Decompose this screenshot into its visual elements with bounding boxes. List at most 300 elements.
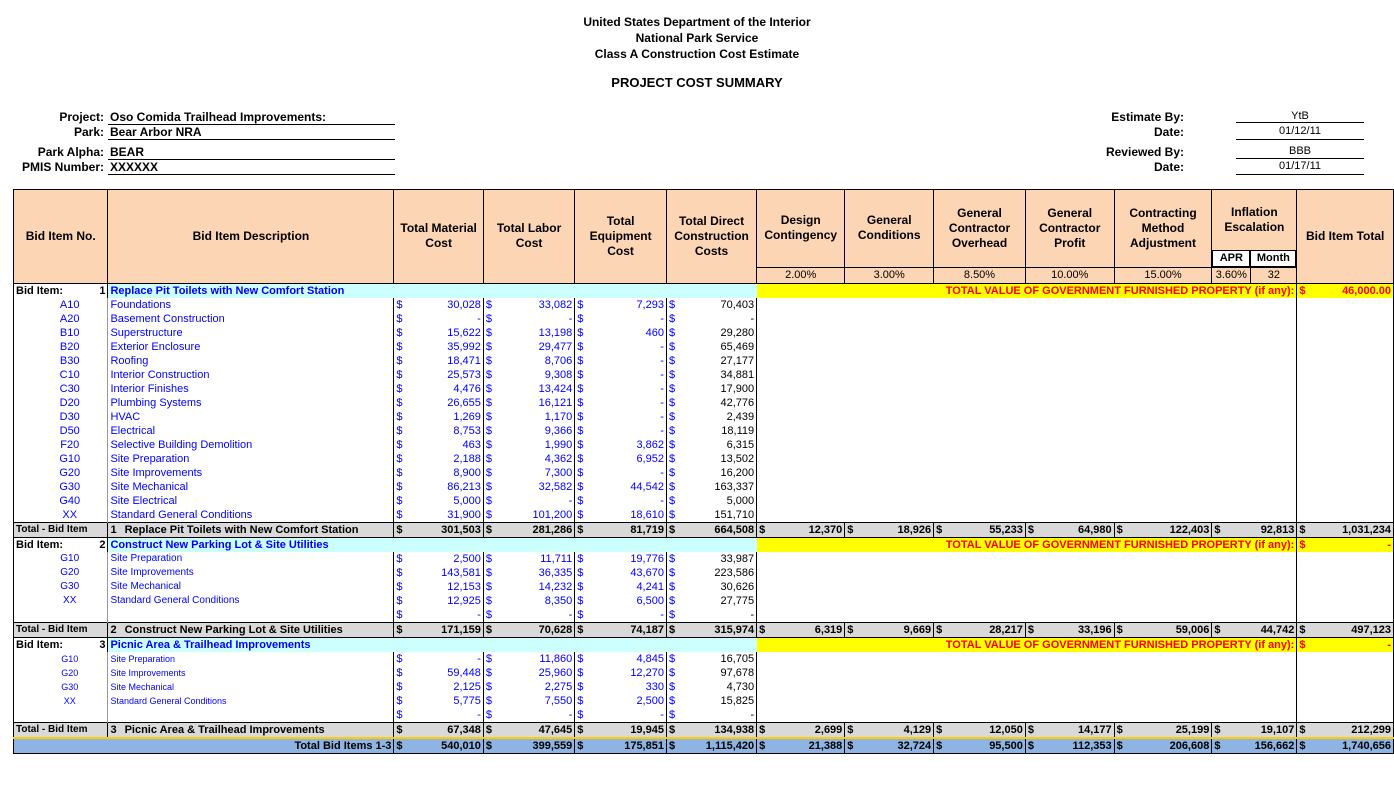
line-item-value[interactable]: 14,232	[538, 580, 573, 593]
line-item-value[interactable]: 6,500	[636, 594, 664, 607]
line-item-value[interactable]: 25,573	[447, 368, 481, 381]
line-item-dollar: $	[394, 466, 406, 480]
line-item-description[interactable]: Basement Construction	[108, 312, 394, 326]
line-item-value[interactable]: 33,082	[538, 298, 573, 311]
grand-total-value[interactable]: 540,010	[406, 738, 483, 754]
line-item-total-blank	[1297, 368, 1394, 382]
month-value: 32	[1267, 268, 1280, 281]
total-value[interactable]: 212,299	[1309, 722, 1393, 738]
line-item-dollar: $	[575, 452, 587, 466]
line-item-value[interactable]: -	[660, 424, 664, 437]
line-item-blank	[757, 708, 1297, 723]
section-cyan-fill	[394, 637, 757, 652]
line-item-value[interactable]: 143,581	[441, 566, 481, 579]
line-item-blank	[757, 694, 1297, 708]
bid-item-title[interactable]: Construct New Parking Lot & Site Utilities	[108, 537, 394, 552]
line-item-value[interactable]: 31,900	[447, 508, 481, 521]
bid-item-number: 2	[99, 538, 106, 551]
total-value[interactable]: 4,129	[857, 722, 933, 738]
line-item-dollar: $	[575, 508, 587, 523]
line-item-value[interactable]: 4,241	[636, 580, 664, 593]
total-value[interactable]: 12,050	[946, 722, 1025, 738]
line-item-description[interactable]: Site Improvements	[108, 566, 394, 580]
line-item-dollar: $	[483, 594, 495, 608]
line-item-dollar: $	[483, 694, 495, 708]
line-item-description[interactable]: Site Improvements	[108, 666, 394, 680]
line-item-dollar: $	[666, 382, 678, 396]
bid-item-total-row	[14, 722, 1394, 738]
line-item-row	[14, 708, 1394, 723]
total-value[interactable]: 55,233	[946, 522, 1025, 537]
line-item-value[interactable]: 101,200	[532, 508, 573, 521]
line-item-total-blank	[1297, 494, 1394, 508]
line-item-total-blank	[1297, 594, 1394, 608]
line-item-description[interactable]: Site Mechanical	[108, 480, 394, 494]
total-dollar: $	[845, 722, 857, 738]
total-value[interactable]: 81,719	[587, 522, 666, 537]
line-item-dollar: $	[483, 708, 495, 723]
total-value[interactable]: 64,980	[1038, 522, 1114, 537]
grand-total-value[interactable]: 112,353	[1038, 738, 1114, 754]
total-value[interactable]: 74,187	[587, 622, 666, 637]
line-item-value[interactable]: 151,710	[714, 508, 755, 521]
park-value[interactable]: Bear Arbor NRA	[110, 125, 202, 139]
line-item-value[interactable]: -	[660, 396, 664, 409]
line-item-value[interactable]: 2,500	[636, 694, 664, 707]
line-item-blank	[757, 680, 1297, 694]
line-item-blank	[757, 594, 1297, 608]
line-item-value[interactable]: 97,678	[720, 666, 755, 679]
line-item-value[interactable]: 5,000	[453, 494, 481, 507]
line-item-description[interactable]: Foundations	[108, 298, 394, 312]
line-item-value[interactable]: 36,335	[538, 566, 573, 579]
line-item-value[interactable]: 2,275	[544, 680, 573, 693]
line-item-value[interactable]: 9,366	[544, 424, 573, 437]
pmis-value[interactable]: XXXXXX	[110, 160, 159, 174]
bid-item-total-row	[14, 622, 1394, 637]
line-item-description[interactable]	[108, 608, 394, 623]
line-item-value[interactable]: -	[568, 494, 573, 507]
line-item-value[interactable]: -	[568, 608, 573, 621]
line-item-dollar: $	[575, 480, 587, 494]
line-item-value[interactable]: -	[477, 608, 481, 621]
col-direct: Total Direct Construction Costs	[666, 190, 756, 284]
line-item-value[interactable]: 6,952	[636, 452, 664, 465]
grand-total-value[interactable]: 399,559	[496, 738, 575, 754]
line-item-value[interactable]: 463	[462, 438, 481, 451]
line-item-description[interactable]: Exterior Enclosure	[108, 340, 394, 354]
col-equipment: Total Equipment Cost	[575, 190, 667, 284]
line-item-value[interactable]: 4,362	[544, 452, 573, 465]
col-overhead: General Contractor Overhead	[934, 190, 1026, 268]
line-item-blank	[757, 424, 1297, 438]
line-item-value[interactable]: 16,200	[720, 466, 755, 479]
line-item-value[interactable]: 86,213	[447, 480, 481, 493]
total-value[interactable]: 25,199	[1127, 722, 1212, 738]
line-item-value[interactable]: 29,280	[720, 326, 755, 339]
total-value[interactable]: 70,628	[496, 622, 575, 637]
agency-title: National Park Service	[635, 31, 759, 45]
total-value[interactable]: 18,926	[857, 522, 933, 537]
line-item-row	[14, 452, 1394, 466]
line-item-total-blank	[1297, 298, 1394, 312]
line-item-code: D30	[14, 410, 108, 424]
line-item-value[interactable]: -	[660, 608, 664, 621]
line-item-value[interactable]: 4,730	[726, 680, 755, 693]
line-item-value[interactable]: -	[477, 708, 481, 721]
line-item-dollar: $	[666, 410, 678, 424]
line-item-value[interactable]: 163,337	[714, 480, 755, 493]
line-item-value[interactable]: -	[660, 368, 664, 381]
line-item-value[interactable]: 11,711	[540, 552, 573, 565]
line-item-value[interactable]: 12,270	[630, 666, 664, 679]
line-item-dollar: $	[483, 666, 495, 680]
line-item-description[interactable]: Site Preparation	[108, 552, 394, 566]
line-item-value[interactable]: 460	[645, 326, 664, 339]
line-item-value[interactable]: 27,775	[720, 594, 755, 607]
total-value[interactable]: 47,645	[496, 722, 575, 738]
profit-pct: 10.00%	[1025, 267, 1114, 283]
line-item-row	[14, 312, 1394, 326]
line-item-value[interactable]: 43,670	[630, 566, 664, 579]
col-apr: APR	[1212, 250, 1250, 267]
line-item-value[interactable]: 2,125	[453, 680, 481, 693]
grand-total-dollar: $	[1297, 738, 1309, 754]
line-item-value[interactable]: 4,476	[453, 382, 481, 395]
line-item-dollar: $	[666, 694, 678, 708]
line-item-total-blank	[1297, 452, 1394, 466]
line-item-value[interactable]: 35,992	[447, 340, 481, 353]
line-item-value[interactable]: 330	[645, 680, 664, 693]
line-item-value[interactable]: 12,153	[447, 580, 481, 593]
line-item-description[interactable]: Superstructure	[108, 326, 394, 340]
line-item-value[interactable]: 7,550	[544, 694, 573, 707]
line-item-dollar: $	[394, 566, 406, 580]
line-item-dollar: $	[575, 552, 587, 566]
total-value[interactable]: 9,669	[857, 622, 933, 637]
bid-item-label	[14, 283, 108, 298]
bid-item-title[interactable]: Picnic Area & Trailhead Improvements	[108, 637, 394, 652]
line-item-row	[14, 410, 1394, 424]
line-item-description[interactable]: Site Preparation	[108, 652, 394, 666]
total-value[interactable]: 122,403	[1127, 522, 1212, 537]
review-date-underline	[1236, 174, 1364, 175]
total-dollar: $	[845, 622, 857, 637]
line-item-blank	[757, 382, 1297, 396]
line-item-value[interactable]: 65,469	[720, 340, 755, 353]
line-item-value[interactable]: 1,269	[453, 410, 481, 423]
total-dollar: $	[394, 622, 406, 637]
total-value[interactable]: 12,370	[769, 522, 845, 537]
line-item-description[interactable]: Site Mechanical	[108, 580, 394, 594]
gfp-value[interactable]: -	[1309, 537, 1393, 552]
line-item-value[interactable]: 1,170	[544, 410, 573, 423]
line-item-value[interactable]: 30,028	[447, 298, 481, 311]
line-item-value[interactable]: 5,000	[726, 494, 755, 507]
line-item-dollar: $	[394, 382, 406, 396]
total-value[interactable]: 664,508	[679, 522, 757, 537]
line-item-value[interactable]: 13,198	[538, 326, 573, 339]
total-dollar: $	[934, 622, 946, 637]
line-item-description[interactable]: Selective Building Demolition	[108, 438, 394, 452]
line-item-value[interactable]: 18,119	[721, 424, 755, 437]
total-value[interactable]: 14,177	[1038, 722, 1114, 738]
review-date-value[interactable]: 01/17/11	[1278, 160, 1321, 172]
line-item-value[interactable]: 59,448	[447, 666, 481, 679]
line-item-total-blank	[1297, 580, 1394, 594]
line-item-value[interactable]: 8,900	[453, 466, 481, 479]
line-item-total-blank	[1297, 680, 1394, 694]
line-item-code: B10	[14, 326, 108, 340]
line-item-dollar: $	[394, 480, 406, 494]
line-item-description[interactable]: HVAC	[108, 410, 394, 424]
line-item-value[interactable]: -	[750, 708, 755, 721]
line-item-value[interactable]: 18,471	[447, 354, 481, 367]
line-item-description[interactable]	[108, 708, 394, 723]
line-item-description[interactable]: Standard General Conditions	[108, 508, 394, 523]
line-item-value[interactable]: 9,308	[544, 368, 573, 381]
line-item-description[interactable]: Plumbing Systems	[108, 396, 394, 410]
estimate-date-value[interactable]: 01/12/11	[1278, 125, 1321, 137]
line-item-description[interactable]: Site Improvements	[108, 466, 394, 480]
line-item-total-blank	[1297, 608, 1394, 623]
total-value[interactable]: 59,006	[1127, 622, 1212, 637]
line-item-value[interactable]: -	[660, 382, 664, 395]
line-item-description[interactable]: Site Preparation	[108, 452, 394, 466]
line-item-description[interactable]: Standard General Conditions	[108, 594, 394, 608]
line-item-row	[14, 466, 1394, 480]
line-item-value[interactable]: -	[750, 608, 755, 621]
line-item-value[interactable]: 8,350	[544, 594, 573, 607]
line-item-value[interactable]: 13,502	[720, 452, 755, 465]
grand-total-dollar: $	[934, 738, 946, 754]
cost-table-body	[14, 283, 1394, 753]
line-item-code: G30	[14, 580, 108, 594]
line-item-value[interactable]: -	[660, 708, 664, 721]
line-item-value[interactable]: 7,293	[636, 298, 664, 311]
line-item-dollar: $	[666, 326, 678, 340]
line-item-value[interactable]: 2,439	[726, 410, 755, 423]
line-item-value[interactable]: -	[660, 466, 664, 479]
total-value[interactable]: 134,938	[679, 722, 757, 738]
line-item-value[interactable]: 223,586	[714, 566, 755, 579]
line-item-blank	[757, 326, 1297, 340]
line-item-value[interactable]: 7,300	[544, 466, 573, 479]
line-item-dollar: $	[394, 312, 406, 326]
grand-total-value[interactable]: 1,740,656	[1309, 738, 1393, 754]
line-item-value[interactable]: -	[660, 354, 664, 367]
line-item-code: G20	[14, 466, 108, 480]
grand-total-value[interactable]: 1,115,420	[679, 738, 757, 754]
line-item-dollar: $	[394, 680, 406, 694]
estimate-by-value[interactable]: YtB	[1291, 110, 1309, 122]
line-item-value[interactable]: 34,881	[720, 368, 755, 381]
bid-item-label	[14, 537, 108, 552]
bid-item-label	[14, 637, 108, 652]
total-dollar: $	[483, 522, 495, 537]
line-item-dollar: $	[666, 396, 678, 410]
line-item-description[interactable]: Roofing	[108, 354, 394, 368]
line-item-value[interactable]: 70,403	[720, 298, 755, 311]
total-value[interactable]: 67,348	[406, 722, 483, 738]
line-item-dollar: $	[575, 396, 587, 410]
line-item-code: B30	[14, 354, 108, 368]
line-item-value[interactable]: 4,845	[636, 652, 664, 665]
line-item-value[interactable]: 13,424	[538, 382, 573, 395]
line-item-value[interactable]: 12,925	[447, 594, 481, 607]
line-item-description[interactable]: Standard General Conditions	[108, 694, 394, 708]
line-item-value[interactable]: 26,655	[447, 396, 481, 409]
line-item-value[interactable]: -	[750, 312, 755, 325]
line-item-dollar: $	[666, 608, 678, 623]
line-item-value[interactable]: 2,500	[453, 552, 481, 565]
line-item-blank	[757, 312, 1297, 326]
total-dollar: $	[757, 622, 769, 637]
line-item-dollar: $	[394, 608, 406, 623]
line-item-dollar: $	[483, 480, 495, 494]
line-item-value[interactable]: -	[660, 312, 664, 325]
line-item-value[interactable]: -	[568, 708, 573, 721]
col-design: Design Contingency	[757, 190, 845, 268]
col-description: Bid Item Description	[108, 190, 394, 284]
total-value[interactable]: 6,319	[769, 622, 845, 637]
line-item-value[interactable]: 18,610	[630, 508, 664, 521]
line-item-code: G10	[14, 452, 108, 466]
grand-total-row	[14, 738, 1394, 754]
line-item-dollar: $	[483, 452, 495, 466]
line-item-value[interactable]: 16,121	[538, 396, 573, 409]
line-item-dollar: $	[666, 438, 678, 452]
line-item-dollar: $	[483, 566, 495, 580]
pmis-underline	[108, 174, 395, 175]
total-dollar: $	[1212, 622, 1225, 637]
grand-total-dollar: $	[1025, 738, 1037, 754]
line-item-value[interactable]: -	[660, 410, 664, 423]
total-value[interactable]: 33,196	[1038, 622, 1114, 637]
line-item-dollar: $	[575, 594, 587, 608]
col-method: Contracting Method Adjustment	[1114, 190, 1212, 268]
line-item-dollar: $	[394, 410, 406, 424]
line-item-value[interactable]: -	[477, 652, 481, 665]
line-item-code	[14, 708, 108, 723]
total-value[interactable]: 44,742	[1224, 622, 1296, 637]
gfp-value[interactable]: -	[1309, 637, 1393, 652]
line-item-value[interactable]: 42,776	[720, 396, 755, 409]
line-item-value[interactable]: 8,753	[453, 424, 481, 437]
line-item-dollar: $	[394, 594, 406, 608]
line-item-row	[14, 552, 1394, 566]
line-item-value[interactable]: 15,825	[720, 694, 755, 707]
reviewed-by-value[interactable]: BBB	[1288, 145, 1311, 157]
line-item-value[interactable]: 44,542	[630, 480, 664, 493]
bid-item-number: 3	[99, 638, 106, 651]
line-item-value[interactable]: 11,860	[539, 652, 573, 665]
bid-item-title[interactable]: Replace Pit Toilets with New Comfort Station	[108, 283, 394, 298]
line-item-dollar: $	[666, 566, 678, 580]
total-value[interactable]: 28,217	[946, 622, 1025, 637]
line-item-value[interactable]: 16,705	[720, 652, 755, 665]
line-item-description[interactable]: Electrical	[108, 424, 394, 438]
line-item-value[interactable]: -	[660, 494, 664, 507]
line-item-description[interactable]: Interior Construction	[108, 368, 394, 382]
line-item-description[interactable]: Interior Finishes	[108, 382, 394, 396]
total-value[interactable]: 92,813	[1224, 522, 1296, 537]
line-item-description[interactable]: Site Mechanical	[108, 680, 394, 694]
line-item-value[interactable]: -	[477, 312, 481, 325]
total-dollar: $	[1297, 622, 1309, 637]
line-item-value[interactable]: 33,987	[720, 552, 755, 565]
total-value[interactable]: 2,699	[769, 722, 845, 738]
total-value[interactable]: 301,503	[406, 522, 483, 537]
line-item-blank	[757, 340, 1297, 354]
line-item-value[interactable]: 32,582	[538, 480, 573, 493]
line-item-row	[14, 666, 1394, 680]
grand-total-value[interactable]: 21,388	[769, 738, 845, 754]
total-dollar: $	[757, 722, 769, 738]
line-item-value[interactable]: -	[568, 312, 573, 325]
line-item-value[interactable]: 8,706	[544, 354, 573, 367]
line-item-value[interactable]: 25,960	[538, 666, 573, 679]
grand-total-value[interactable]: 206,608	[1127, 738, 1212, 754]
line-item-value[interactable]: 17,900	[720, 382, 755, 395]
line-item-value[interactable]: 15,622	[447, 326, 481, 339]
line-item-description[interactable]: Site Electrical	[108, 494, 394, 508]
col-profit: General Contractor Profit	[1025, 190, 1114, 268]
total-value[interactable]: 1,031,234	[1309, 522, 1393, 537]
park-alpha-value[interactable]: BEAR	[110, 145, 145, 159]
total-value[interactable]: 497,123	[1309, 622, 1393, 637]
line-item-row	[14, 480, 1394, 494]
line-item-dollar: $	[666, 552, 678, 566]
total-dollar: $	[394, 722, 406, 738]
total-value[interactable]: 19,107	[1224, 722, 1296, 738]
total-dollar: $	[1297, 722, 1309, 738]
total-bid-item-text: Total - Bid Item	[16, 523, 88, 535]
line-item-value[interactable]: 5,775	[453, 694, 481, 707]
line-item-dollar: $	[483, 608, 495, 623]
total-value[interactable]: 281,286	[496, 522, 575, 537]
line-item-row	[14, 608, 1394, 623]
line-item-value[interactable]: 19,776	[630, 552, 664, 565]
grand-total-value[interactable]: 95,500	[946, 738, 1025, 754]
grand-total-value[interactable]: 32,724	[857, 738, 933, 754]
project-value[interactable]: Oso Comida Trailhead Improvements:	[110, 110, 327, 124]
line-item-dollar: $	[483, 298, 495, 312]
grand-total-value[interactable]: 175,851	[587, 738, 666, 754]
line-item-value[interactable]: 30,626	[720, 580, 755, 593]
line-item-dollar: $	[575, 580, 587, 594]
line-item-dollar: $	[575, 438, 587, 452]
estimate-class: Class A Construction Cost Estimate	[594, 47, 800, 61]
total-value[interactable]: 171,159	[406, 622, 483, 637]
line-item-code: G10	[14, 652, 108, 666]
grand-total-value[interactable]: 156,662	[1224, 738, 1296, 754]
line-item-value[interactable]: 29,477	[538, 340, 573, 353]
line-item-value[interactable]: 3,862	[636, 438, 664, 451]
line-item-value[interactable]: 2,188	[453, 452, 481, 465]
line-item-value[interactable]: -	[660, 340, 664, 353]
total-value[interactable]: 19,945	[587, 722, 666, 738]
line-item-code: XX	[14, 694, 108, 708]
line-item-value[interactable]: 1,990	[544, 438, 573, 451]
col-general: General Conditions	[845, 190, 934, 268]
line-item-dollar: $	[394, 354, 406, 368]
gfp-value[interactable]: 46,000.00	[1309, 283, 1393, 298]
total-value[interactable]: 315,974	[679, 622, 757, 637]
line-item-value[interactable]: 27,177	[720, 354, 755, 367]
line-item-value[interactable]: 6,315	[726, 438, 755, 451]
total-bid-item-text: Total - Bid Item	[16, 723, 88, 735]
